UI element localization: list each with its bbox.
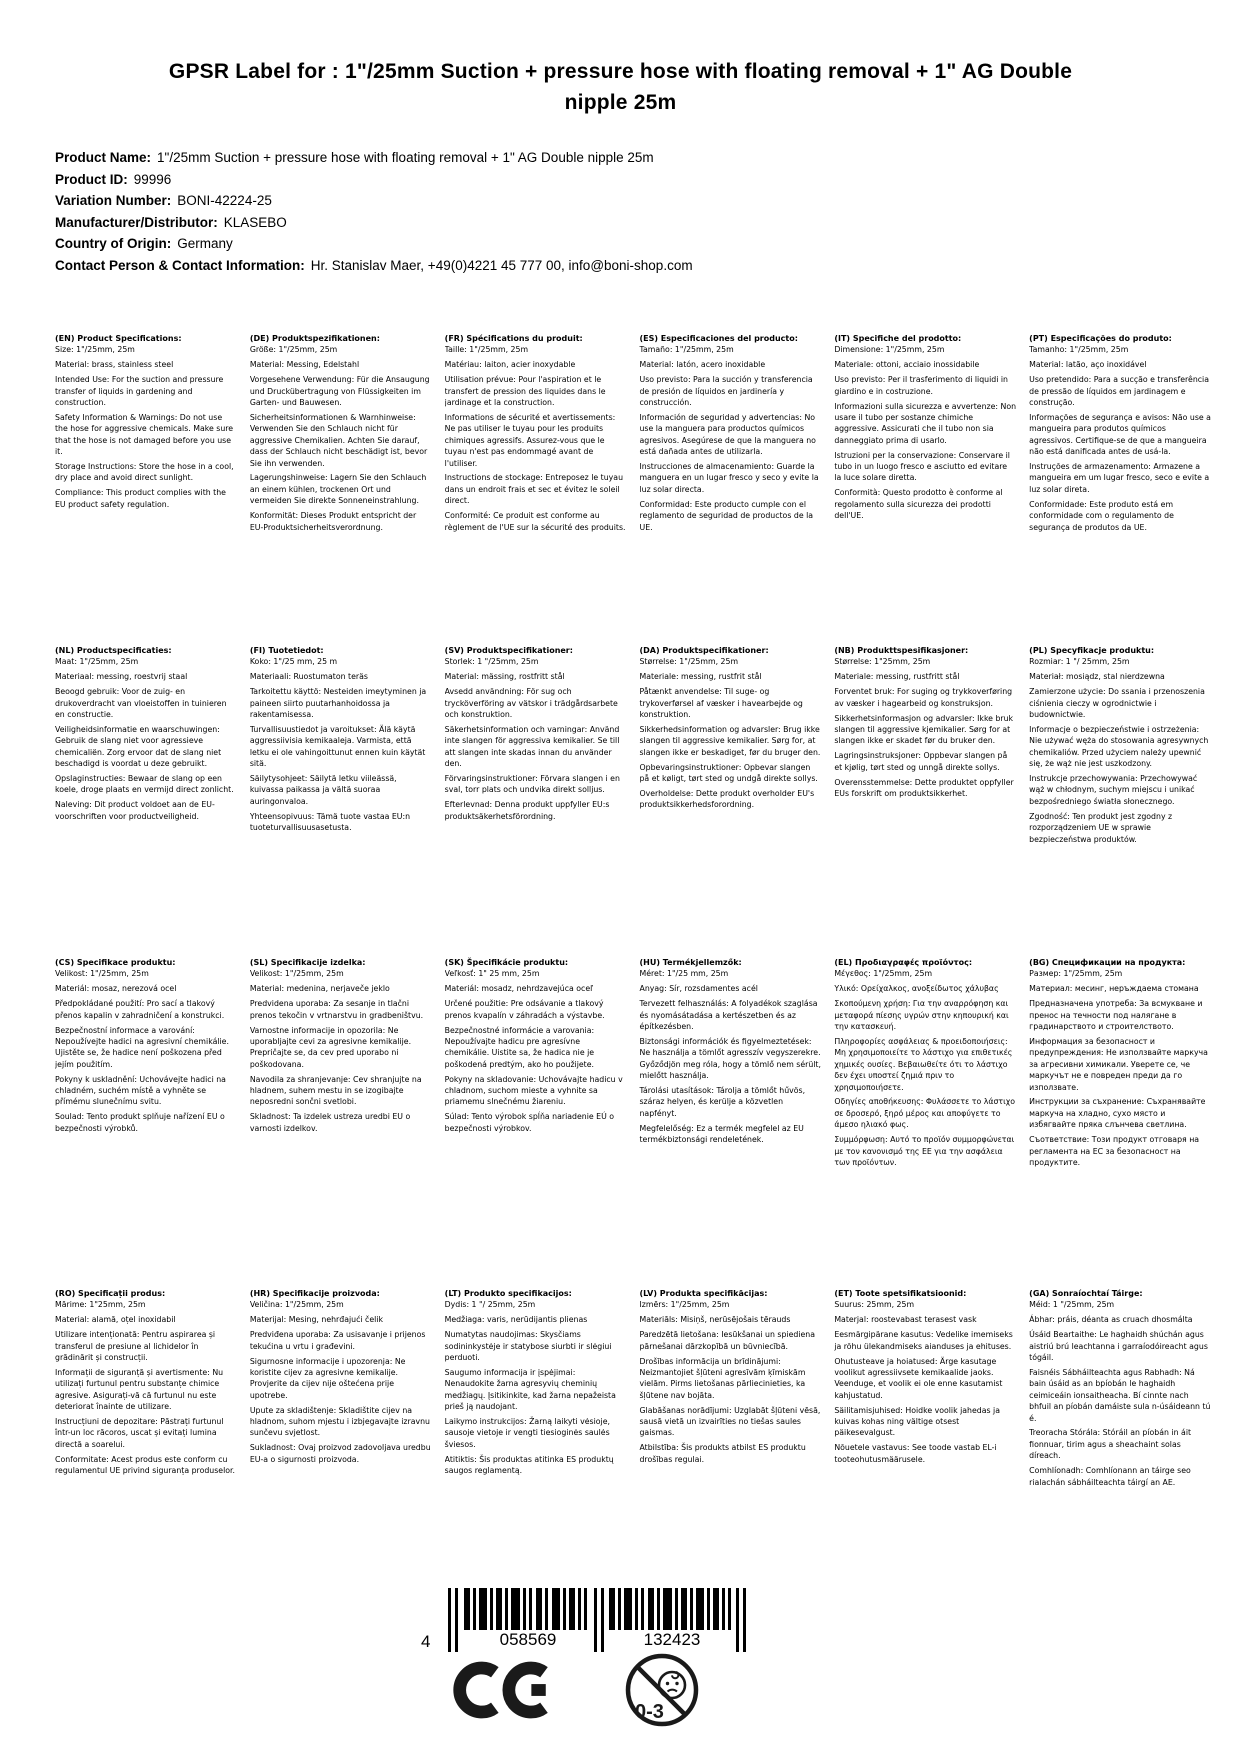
spec-paragraph: Glabāšanas norādījumi: Uzglabāt šļūteni vēsā, sausā vietā un izvairīties no tiešas saules gaismas. — [639, 1405, 821, 1438]
spec-paragraph: Pokyny k uskladnění: Uchovávejte hadici na chladném, suchém místě a vyhněte se přímému slunečnímu svitu. — [55, 1074, 226, 1107]
block-title: (FR) Spécifications du produit: — [444, 334, 583, 343]
block-title: (PT) Especificações do produto: — [1029, 334, 1172, 343]
spec-paragraph: Förvaringsinstruktioner: Förvara slangen i en sval, torr plats och undvika direkt solljus. — [444, 774, 620, 795]
language-block-bg — [1029, 957, 1211, 1172]
language-block-lt — [445, 1288, 627, 1480]
barcode-right-digits: 132423 — [608, 1630, 736, 1650]
spec-paragraph: Beoogd gebruik: Voor de zuig- en drukoverdracht van vloeistoffen in tuinieren en constructie. — [55, 687, 227, 720]
block-title: (ET) Toote spetsifikatsioonid: — [834, 1289, 967, 1298]
block-title: (SV) Produktspecifikationer: — [444, 646, 573, 655]
block-title: (DE) Produktspezifikationen: — [249, 334, 380, 343]
spec-paragraph: Mărime: 1"25mm, 25m — [55, 1300, 146, 1310]
spec-paragraph: Bezpečnostné informácie a varovania: Nepoužívajte hadicu pre agresívne chemikálie. Uistite sa, že hadica nie je poškodená predtým, ako ho použijete. — [444, 1025, 595, 1069]
spec-paragraph: Materiale: messing, rustfritt stål — [834, 672, 960, 682]
spec-paragraph: Съответствие: Този продукт отговаря на регламента на ЕС за безопасност на продуктите. — [1029, 1135, 1200, 1167]
spec-paragraph: Material: Messing, Edelstahl — [249, 360, 360, 370]
spec-paragraph: Uso previsto: Per il trasferimento di liquidi in giardino e in costruzione. — [834, 375, 1008, 396]
language-block-de — [250, 333, 432, 537]
spec-paragraph: Storage Instructions: Store the hose in a cool, dry place and avoid direct sunlight. — [55, 462, 234, 483]
spec-paragraph: Σκοπούμενη χρήση: Για την αναρρόφηση και μεταφορά πίεσης υγρών στην κηπουρική και την κατασκευή. — [834, 999, 1009, 1032]
spec-paragraph: Navodila za shranjevanje: Cev shranjujte na hladnem, suhem mestu in se izogibajte neposredni sončni svetlobi. — [249, 1074, 422, 1107]
spec-paragraph: Veľkosť: 1" 25 mm, 25m — [444, 969, 540, 979]
info-row — [55, 169, 693, 191]
info-row — [55, 190, 693, 212]
spec-paragraph: Información de seguridad y advertencias: No use la manguera para productos químicos agresivos. Asegúrese de que la manguera no está dañada antes de utilizarla. — [639, 412, 816, 457]
spec-paragraph: Size: 1"/25mm, 25m — [55, 345, 135, 355]
spec-paragraph: Určené použitie: Pre odsávanie a tlakový prenos kvapalín v záhradách a výstavbe. — [444, 999, 605, 1020]
spec-paragraph: Suurus: 25mm, 25m — [834, 1300, 915, 1310]
spec-paragraph: Tamanho: 1"/25mm, 25m — [1029, 345, 1129, 355]
spec-paragraph: Lagerungshinweise: Lagern Sie den Schlauch an einem kühlen, trockenen Ort und vermeiden Sie direkte Sonneneinstrahlung. — [249, 473, 427, 506]
spec-paragraph: Tarkoitettu käyttö: Nesteiden imeytyminen ja paineen siirto puutarhanhoidossa ja rakentamisessa. — [249, 687, 427, 720]
spec-paragraph: Yhteensopivuus: Tämä tuote vastaa EU:n tuoteturvallisuusasetusta. — [249, 811, 411, 833]
language-block-sv — [445, 645, 627, 826]
spec-paragraph: Υλικό: Ορείχαλκος, ανοξείδωτος χάλυβας — [834, 984, 999, 994]
product-info — [55, 147, 693, 277]
spec-paragraph: Zamierzone użycie: Do ssania i przenoszenia ciśnienia cieczy w ogrodnictwie i budownictwie. — [1029, 687, 1205, 720]
info-value: BONI-42224-25 — [177, 193, 272, 209]
spec-paragraph: Συμμόρφωση: Αυτό το προϊόν συμμορφώνεται με τον κανονισμό της ΕΕ για την ασφάλεια των προϊόντων. — [834, 1135, 1015, 1167]
spec-paragraph: Skladnost: Ta izdelek ustreza uredbi EU o varnosti izdelkov. — [249, 1112, 411, 1133]
info-value: 99996 — [133, 171, 172, 187]
spec-paragraph: Instructions de stockage: Entreposez le tuyau dans un endroit frais et sec et évitez le soleil direct. — [444, 473, 624, 506]
spec-paragraph: Izmērs: 1"/25mm, 25m — [639, 1300, 730, 1310]
spec-paragraph: Materijal: Mesing, nehrđajući čelik — [249, 1315, 383, 1325]
spec-paragraph: Säilitamisjuhised: Hoidke voolik jahedas ja kuivas kohas ning vältige otsest päikesevalgust. — [834, 1405, 1000, 1438]
spec-paragraph: Istruzioni per la conservazione: Conservare il tubo in un luogo fresco e asciutto ed evitare la luce solare diretta. — [834, 450, 1010, 483]
spec-paragraph: Opslaginstructies: Bewaar de slang op een koele, droge plaats en vermijd direct zonlicht. — [55, 774, 234, 795]
spec-paragraph: Sigurnosne informacije i upozorenja: Ne koristite cijev za agresivne kemikalije. Provjerite da cijev nije oštećena prije upotrebe. — [249, 1356, 406, 1400]
block-title: (EN) Product Specifications: — [55, 334, 182, 343]
spec-paragraph: Atbilstība: Šis produkts atbilst ES produktu drošības regulai. — [639, 1443, 806, 1464]
spec-paragraph: Material: latón, acero inoxidable — [639, 360, 766, 370]
language-block-hu — [639, 957, 821, 1149]
spec-paragraph: Säkerhetsinformation och varningar: Använd inte slangen för aggressiva kemikalier. Se till att slangen inte skadas innan du använder den. — [444, 724, 620, 769]
language-block-es — [639, 333, 821, 537]
spec-paragraph: Méret: 1"/25 mm, 25m — [639, 969, 729, 979]
block-title: (CS) Specifikace produktu: — [55, 958, 176, 967]
spec-paragraph: Saugumo informacija ir įspėjimai: Nenaudokite žarna agresyvių cheminių medžiagų. Įsitikinkite, kad žarna nepažeista prieš ją naudojant. — [444, 1367, 616, 1412]
spec-paragraph: Bezpečnostní informace a varování: Nepoužívejte hadici na agresivní chemikálie. Ujistěte se, že hadice není poškozena před jejím použitím. — [55, 1025, 229, 1069]
spec-paragraph: Предназначена употреба: За всмукване и пренос на течности под налягане в градинарството и строителството. — [1029, 999, 1203, 1032]
language-block-ro — [55, 1288, 237, 1480]
spec-paragraph: Velikost: 1"/25mm, 25m — [249, 969, 344, 979]
spec-paragraph: Overholdelse: Dette produkt overholder EU's produktsikkerhedsforordning. — [639, 788, 815, 810]
spec-paragraph: Conformité: Ce produit est conforme au règlement de l'UE sur la sécurité des produits. — [444, 511, 626, 532]
spec-paragraph: Koko: 1"/25 mm, 25 m — [249, 657, 338, 667]
spec-paragraph: Conformidade: Este produto está em conformidade com o regulamento de segurança de produtos da UE. — [1029, 499, 1174, 532]
spec-paragraph: Informacje o bezpieczeństwie i ostrzeżenia: Nie używać węża do stosowania agresywnych chemikaliów. Przed użyciem należy upewnić się, że wąż nie jest uszkodzony. — [1029, 724, 1209, 769]
spec-paragraph: Naleving: Dit product voldoet aan de EU-voorschriften voor productveiligheid. — [55, 800, 215, 821]
language-block-pt — [1029, 333, 1211, 537]
block-title: (BG) Спецификации на продукта: — [1029, 958, 1186, 967]
block-title: (LT) Produkto specifikacijos: — [444, 1289, 572, 1298]
spec-paragraph: Úsáid Beartaithe: Le haghaidh shúchán agus aistriú brú leachtanna i garraíodóireacht agus tógáil. — [1029, 1330, 1208, 1363]
info-label: Manufacturer/Distributor: — [55, 214, 218, 230]
spec-paragraph: Intended Use: For the suction and pressure transfer of liquids in gardening and construction. — [55, 375, 224, 408]
spec-paragraph: Laikymo instrukcijos: Žarną laikyti vėsioje, sausoje vietoje ir vengti tiesioginės saulės šviesos. — [444, 1417, 610, 1449]
info-label: Contact Person & Contact Information: — [55, 257, 305, 273]
spec-paragraph: Informations de sécurité et avertissements: Ne pas utiliser le tuyau pour les produits chimiques agressifs. Assurez-vous que le tuyau n'est pas endommagé avant de l'utiliser. — [444, 412, 616, 468]
spec-paragraph: Súlad: Tento výrobok spĺňa nariadenie EÚ o bezpečnosti výrobkov. — [444, 1112, 615, 1133]
info-value: 1"/25mm Suction + pressure hose with floating removal + 1" AG Double nipple 25m — [157, 150, 654, 165]
language-block-nl — [55, 645, 237, 826]
info-value: KLASEBO — [223, 214, 287, 230]
language-block-fi — [250, 645, 432, 837]
spec-paragraph: Instrucțiuni de depozitare: Păstrați furtunul într-un loc răcoros, uscat și evitați lumina directă a soarelui. — [55, 1417, 224, 1449]
block-title: (FI) Tuotetiedot: — [249, 646, 324, 655]
spec-paragraph: Eesmärgipärane kasutus: Vedelike imemiseks ja rõhu ülekandmiseks aianduses ja ehituses. — [834, 1330, 1013, 1351]
spec-paragraph: Informazioni sulla sicurezza e avvertenze: Non usare il tubo per sostanze chimiche aggressive. Assicurati che il tubo non sia danneggiato prima di usarlo. — [834, 401, 1017, 445]
spec-paragraph: Instrukcje przechowywania: Przechowywać wąż w chłodnym, suchym miejscu i unikać bezpośredniego światła słonecznego. — [1029, 774, 1198, 806]
block-title: (IT) Specifiche del prodotto: — [834, 334, 962, 343]
spec-paragraph: Materiál: mosaz, nerezová ocel — [55, 984, 177, 994]
spec-paragraph: Πληροφορίες ασφάλειας & προειδοποιήσεις: Μη χρησιμοποιείτε το λάστιχο για επιθετικές χημικές ουσίες. Βεβαιωθείτε ότι το λάστιχο δεν έχει υποστεί ζημιά πριν το χρησιμοποιήσετε. — [834, 1036, 1013, 1092]
spec-paragraph: Sikkerhetsinformasjon og advarsler: Ikke bruk slangen til aggressive kjemikalier. Sørg for at slangen ikke er skadet før du bruker den. — [834, 713, 1014, 746]
spec-paragraph: Instrucciones de almacenamiento: Guarde la manguera en un lugar fresco y seco y evite la luz solar directa. — [639, 462, 819, 494]
language-block-pl — [1029, 645, 1211, 849]
spec-paragraph: Materiale: messing, rustfrit stål — [639, 672, 762, 682]
spec-paragraph: Material: medenina, nerjaveče jeklo — [249, 984, 390, 994]
spec-paragraph: Maat: 1"/25mm, 25m — [55, 657, 139, 667]
ean-barcode — [421, 1588, 748, 1666]
spec-paragraph: Varnostne informacije in opozorila: Ne uporabljajte cevi za agresivne kemikalije. Prepričajte se, da cev pred uporabo ni poškodovana. — [249, 1025, 412, 1069]
info-row — [55, 233, 693, 255]
info-value: Germany — [177, 236, 233, 252]
spec-paragraph: Comhlíonadh: Comhlíonann an táirge seo rialachán sábháilteachta táirgí an AE. — [1029, 1466, 1191, 1487]
spec-paragraph: Taille: 1"/25mm, 25m — [444, 345, 529, 355]
spec-paragraph: Storlek: 1 "/25mm, 25m — [444, 657, 539, 667]
language-block-et — [834, 1288, 1016, 1469]
spec-paragraph: Sukladnost: Ovaj proizvod zadovoljava uredbu EU-a o sigurnosti proizvoda. — [249, 1443, 431, 1464]
spec-paragraph: Megfelelőség: Ez a termék megfelel az EU termékbiztonsági rendeletének. — [639, 1123, 804, 1145]
spec-paragraph: Opbevaringsinstruktioner: Opbevar slangen på et køligt, tørt sted og undgå direkte sollys. — [639, 762, 818, 784]
block-title: (SK) Špecifikácie produktu: — [444, 958, 569, 967]
info-row — [55, 147, 693, 169]
ce-mark-icon — [450, 1658, 550, 1727]
language-block-hr — [250, 1288, 432, 1469]
info-label: Product ID: — [55, 171, 128, 187]
spec-paragraph: Uso pretendido: Para a sucção e transferência de pressão de líquidos em jardinagem e construção. — [1029, 375, 1210, 408]
spec-paragraph: Medžiaga: varis, nerūdijantis plienas — [444, 1315, 588, 1325]
spec-paragraph: Conformitate: Acest produs este conform cu regulamentul UE privind siguranța produselor. — [55, 1454, 235, 1476]
spec-paragraph: Informații de siguranță și avertismente: Nu utilizați furtunul pentru substanțe chimice agresive. Asigurați-vă că furtunul nu este deteriorat înainte de utilizare. — [55, 1367, 224, 1412]
spec-paragraph: Инструкции за съхранение: Съхранявайте маркуча на хладно, сухо място и избягвайте пряка слънчева светлина. — [1029, 1097, 1206, 1130]
page-title: GPSR Label for : 1"/25mm Suction + pressure hose with floating removal + 1" AG Double nipple 25m — [168, 60, 1073, 114]
spec-paragraph: Atitiktis: Šis produktas atitinka ES produktų saugos reglamentą. — [444, 1454, 614, 1476]
spec-paragraph: Material: latão, aço inoxidável — [1029, 360, 1147, 370]
spec-paragraph: Sicherheitsinformationen & Warnhinweise: Verwenden Sie den Schlauch nicht für aggressive Chemikalien. Achten Sie darauf, dass der Schlauch nicht beschädigt ist, bevor Sie ihn verwenden. — [249, 412, 428, 468]
language-block-el — [834, 957, 1016, 1172]
spec-paragraph: Biztonsági információk és figyelmeztetések: Ne használja a tömlőt agresszív vegyszerekre. Győződjön meg róla, hogy a tömlő nem sérült, mielőtt használja. — [639, 1036, 821, 1081]
language-block-sk — [445, 957, 627, 1138]
spec-paragraph: Safety Information & Warnings: Do not use the hose for aggressive chemicals. Make sure that the hose is not damaged before you use it. — [55, 412, 234, 457]
spec-paragraph: Material: alamă, oțel inoxidabil — [55, 1315, 176, 1325]
spec-paragraph: Turvallisuustiedot ja varoitukset: Älä käytä aggressiivisia kemikaaleja. Varmista, että letku ei ole vahingoittunut ennen kuin käytät sitä. — [249, 724, 426, 769]
language-block-ga — [1029, 1288, 1211, 1492]
spec-paragraph: Treoracha Stórála: Stóráil an píobán in áit fionnuar, tirim agus a sheachaint solas díreach. — [1029, 1428, 1192, 1461]
spec-paragraph: Påtænkt anvendelse: Til suge- og trykoverførsel af væsker i havearbejde og konstruktion. — [639, 687, 803, 720]
spec-paragraph: Predvidena uporaba: Za sesanje in tlačni prenos tekočin v vrtnarstvu in gradbeništvu. — [249, 999, 424, 1020]
block-title: (GA) Sonraíochtaí Táirge: — [1029, 1289, 1143, 1298]
language-block-lv — [639, 1288, 821, 1469]
block-title: (PL) Specyfikacje produktu: — [1029, 646, 1155, 655]
spec-paragraph: Utilizare intenționată: Pentru aspirarea și transferul de presiune al lichidelor în grădinărit și construcții. — [55, 1330, 216, 1363]
spec-paragraph: Materiál: mosadz, nehrdzavejúca oceľ — [444, 984, 594, 994]
spec-paragraph: Materiaali: Ruostumaton teräs — [249, 672, 368, 682]
spec-paragraph: Uso previsto: Para la succión y transferencia de presión de líquidos en jardinería y construcción. — [639, 375, 813, 408]
language-block-sl — [250, 957, 432, 1138]
spec-paragraph: Upute za skladištenje: Skladištite cijev na hladnom, suhom mjestu i izbjegavajte izravnu sunčevu svjetlost. — [249, 1405, 430, 1438]
info-label: Product Name: — [55, 150, 152, 165]
spec-paragraph: Nõuetele vastavus: See toode vastab EL-i tooteohutusmäärusele. — [834, 1443, 997, 1464]
info-row — [55, 212, 693, 234]
spec-paragraph: Dimensione: 1"/25mm, 25m — [834, 345, 945, 355]
spec-paragraph: Materiāls: Misiņš, nerūsējošais tērauds — [639, 1315, 791, 1325]
block-title: (DA) Produktspecifikationer: — [639, 646, 769, 655]
spec-paragraph: Material: brass, stainless steel — [55, 360, 174, 370]
spec-paragraph: Conformidad: Este producto cumple con el reglamento de seguridad de productos de la UE. — [639, 499, 814, 532]
info-value: Hr. Stanislav Maer, +49(0)4221 45 777 00, info@boni-shop.com — [310, 257, 693, 273]
spec-paragraph: Paredzētā lietošana: Iesūkšanai un spiediena pārnešanai dārzkopībā un būvniecībā. — [639, 1330, 816, 1351]
spec-paragraph: Anyag: Sír, rozsdamentes acél — [639, 984, 758, 994]
spec-paragraph: Материал: месинг, неръждаема стомана — [1029, 984, 1199, 994]
barcode-prefix-digit: 4 — [421, 1632, 431, 1651]
spec-paragraph: Pokyny na skladovanie: Uchovávajte hadicu v chladnom, suchom mieste a vyhnite sa priamemu slnečnému žiareniu. — [444, 1074, 623, 1107]
spec-paragraph: Utilisation prévue: Pour l'aspiration et le transfert de pression des liquides dans le jardinage et la construction. — [444, 375, 606, 408]
block-title: (NL) Productspecificaties: — [55, 646, 172, 655]
spec-paragraph: Ohutusteave ja hoiatused: Ärge kasutage voolikut agressiivsete kemikaalide jaoks. Veenduge, et voolik ei ole enne kasutamist kahjustatud. — [834, 1356, 1003, 1400]
spec-paragraph: Overensstemmelse: Dette produktet oppfyller EUs forskrift om produktsikkerhet. — [834, 777, 1014, 798]
spec-paragraph: Οδηγίες αποθήκευσης: Φυλάσσετε το λάστιχο σε δροσερό, ξηρό μέρος και αποφύγετε το άμεσο ηλιακό φως. — [834, 1097, 1016, 1130]
spec-paragraph: Veiligheidsinformatie en waarschuwingen: Gebruik de slang niet voor agressieve chemicaliën. Zorg ervoor dat de slang niet beschadigd is voordat u deze gebruikt. — [55, 724, 222, 769]
block-title: (SL) Specifikacije izdelka: — [249, 958, 366, 967]
spec-paragraph: Materiał: mosiądz, stal nierdzewna — [1029, 672, 1165, 682]
barcode-left-digits: 058569 — [464, 1630, 592, 1650]
spec-paragraph: Informações de segurança e avisos: Não use a mangueira para produtos químicos agressivos. Certifique-se de que a mangueira não está danificada antes de usá-la. — [1029, 412, 1211, 457]
spec-paragraph: Dydis: 1 "/ 25mm, 25m — [444, 1300, 536, 1310]
spec-paragraph: Předpokládané použití: Pro sací a tlakový přenos kapalin v zahradničení a konstrukci. — [55, 999, 225, 1020]
spec-paragraph: Tárolási utasítások: Tárolja a tömlőt hűvös, száraz helyen, és kerülje a közvetlen napfényt. — [639, 1086, 806, 1118]
block-title: (ES) Especificaciones del producto: — [639, 334, 798, 343]
language-block-da — [639, 645, 821, 814]
spec-paragraph: Sikkerhedsinformation og advarsler: Brug ikke slangen til aggressive kemikalier. Sørg for, at slangen ikke er beskadiget, før du bruger den. — [639, 724, 821, 757]
spec-paragraph: Avsedd användning: För sug och trycköverföring av vätskor i trädgårdsarbete och konstruktion. — [444, 687, 618, 720]
block-title: (LV) Produkta specifikācijas: — [639, 1289, 768, 1298]
spec-paragraph: Predviđena uporaba: Za usisavanje i prijenos tekućina u vrtu i građevini. — [249, 1330, 426, 1351]
language-block-it — [834, 333, 1016, 525]
spec-paragraph: Rozmiar: 1 "/ 25mm, 25m — [1029, 657, 1130, 667]
spec-paragraph: Efterlevnad: Denna produkt uppfyller EU:s produktsäkerhetsförordning. — [444, 800, 610, 821]
block-title: (EL) Προδιαγραφές προϊόντος: — [834, 958, 973, 967]
spec-paragraph: Velikost: 1"/25mm, 25m — [55, 969, 149, 979]
spec-paragraph: Forventet bruk: For suging og trykkoverføring av væsker i hagearbeid og konstruksjon. — [834, 687, 1013, 708]
spec-paragraph: Conformità: Questo prodotto è conforme al regolamento sulla sicurezza dei prodotti dell'UE. — [834, 488, 1003, 521]
spec-paragraph: Größe: 1"/25mm, 25m — [249, 345, 338, 355]
spec-paragraph: Instruções de armazenamento: Armazene a mangueira em um lugar fresco, seco e evite a luz solar direta. — [1029, 462, 1210, 494]
spec-paragraph: Vorgesehene Verwendung: Für die Ansaugung und Druckübertragung von Flüssigkeiten im Garten- und Bauwesen. — [249, 375, 430, 408]
spec-paragraph: Méid: 1 "/25mm, 25m — [1029, 1300, 1115, 1310]
svg-text:0-3: 0-3 — [635, 1701, 664, 1723]
language-block-fr — [445, 333, 627, 537]
spec-paragraph: Drošības informācija un brīdinājumi: Neizmantojiet šļūteni agresīvām ķīmiskām vielām. Pirms lietošanas pārliecinieties, ka šļūtene nav bojāta. — [639, 1356, 806, 1400]
spec-paragraph: Materiaal: messing, roestvrij staal — [55, 672, 188, 682]
spec-paragraph: Säilytysohjeet: Säilytä letku viileässä, kuivassa paikassa ja vältä suoraa auringonvaloa. — [249, 774, 397, 806]
spec-paragraph: Numatytas naudojimas: Skysčiams sodininkystėje ir statybose siurbti ir slėgiui perduoti. — [444, 1330, 612, 1363]
block-title: (NB) Produkttspesifikasjoner: — [834, 646, 969, 655]
spec-paragraph: Μέγεθος: 1"/25mm, 25m — [834, 969, 933, 979]
spec-paragraph: Veličina: 1"/25mm, 25m — [249, 1300, 344, 1310]
info-label: Country of Origin: — [55, 236, 172, 252]
spec-paragraph: Materjal: roostevabast terasest vask — [834, 1315, 977, 1325]
age-warning-icon — [624, 1652, 700, 1733]
spec-paragraph: Material: mässing, rostfritt stål — [444, 672, 565, 682]
info-row — [55, 255, 693, 277]
spec-paragraph: Compliance: This product complies with the EU product safety regulation. — [55, 488, 226, 509]
spec-paragraph: Materiale: ottoni, acciaio inossidabile — [834, 360, 980, 370]
spec-paragraph: Размер: 1"/25mm, 25m — [1029, 969, 1123, 979]
info-label: Variation Number: — [55, 193, 172, 209]
block-title: (HR) Specifikacije proizvoda: — [249, 1289, 380, 1298]
spec-paragraph: Ábhar: práis, déanta as cruach dhosmálta — [1029, 1315, 1193, 1325]
language-block-cs — [55, 957, 237, 1138]
spec-paragraph: Tamaño: 1"/25mm, 25m — [639, 345, 734, 355]
language-grid — [55, 333, 1211, 1618]
spec-paragraph: Информация за безопасност и предупреждения: Не използвайте маркуча за агресивни химикали. Уверете се, че маркучът не е повреден преди да го използвате. — [1029, 1036, 1208, 1092]
spec-paragraph: Lagringsinstruksjoner: Oppbevar slangen på et kjølig, tørt sted og unngå direkte sollys. — [834, 751, 1008, 772]
spec-paragraph: Størrelse: 1"25mm, 25m — [834, 657, 931, 667]
block-title: (RO) Specificații produs: — [55, 1289, 166, 1298]
spec-paragraph: Soulad: Tento produkt splňuje nařízení EU o bezpečnosti výrobků. — [55, 1112, 225, 1133]
language-block-en — [55, 333, 237, 514]
spec-paragraph: Konformität: Dieses Produkt entspricht der EU-Produktsicherheitsverordnung. — [249, 511, 417, 532]
spec-paragraph: Matériau: laiton, acier inoxydable — [444, 360, 576, 370]
language-block-nb — [834, 645, 1016, 803]
block-title: (HU) Termékjellemzők: — [639, 958, 742, 967]
spec-paragraph: Tervezett felhasználás: A folyadékok szaglása és nyomásátadása a kertészetben és az építkezésben. — [639, 999, 818, 1032]
spec-paragraph: Zgodność: Ten produkt jest zgodny z rozporządzeniem UE w sprawie bezpieczeństwa produktów. — [1029, 811, 1173, 844]
spec-paragraph: Størrelse: 1"/25mm, 25m — [639, 657, 739, 667]
spec-paragraph: Faisnéis Sábháilteachta agus Rabhadh: Ná bain úsáid as an bpíobán le haghaidh ceimiceáin ionsaitheacha. Bí cinnte nach bhfuil an píobán damáiste sula n-úsáideann tú é. — [1029, 1367, 1211, 1423]
